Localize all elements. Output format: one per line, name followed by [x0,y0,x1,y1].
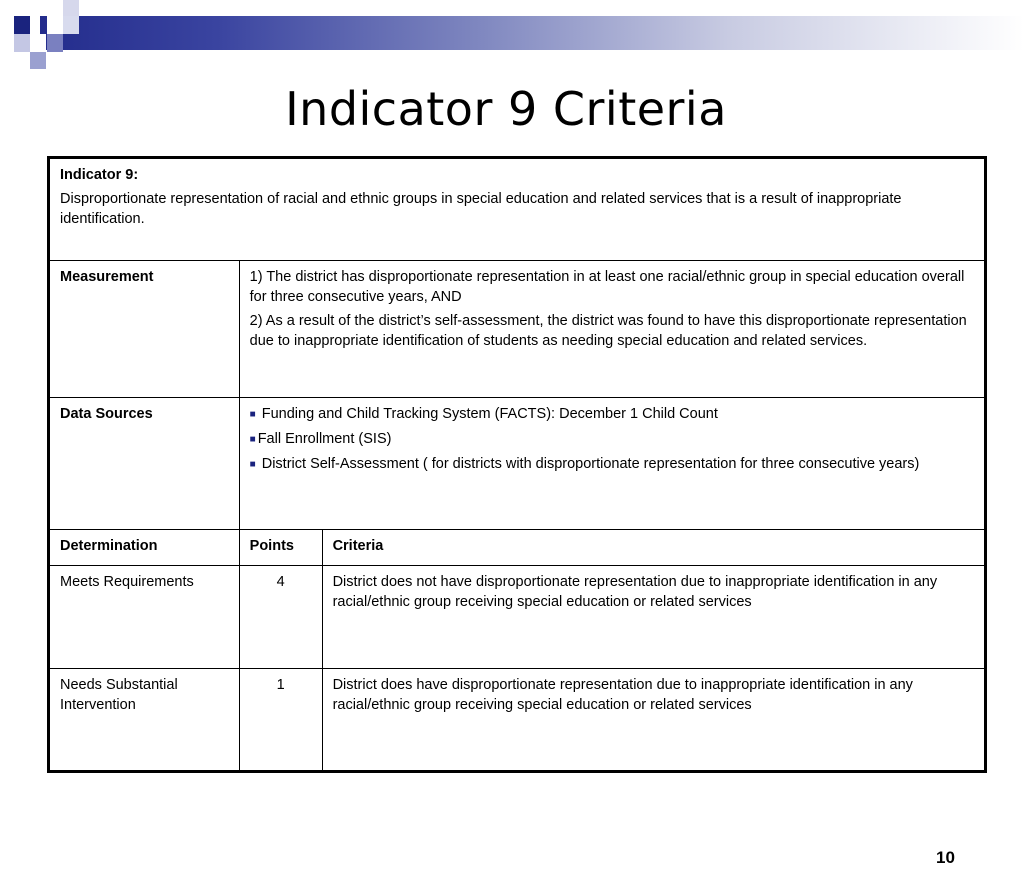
points-cell: 1 [239,669,322,772]
measurement-cell [239,261,985,398]
bullet-square-icon: ■ [249,409,256,420]
slide-title: Indicator 9 Criteria [285,82,727,136]
header-gradient-bar [40,16,1024,50]
determination-header-row [49,530,986,566]
measurement-row [49,261,986,398]
bullet-square-icon: ■ [249,434,256,445]
determination-cell: Meets Requirements [49,566,240,669]
decorative-square [63,16,79,34]
data-source-item: ■ Funding and Child Tracking System (FACTS): December 1 Child Count [249,406,718,422]
column-header-criteria: Criteria [322,530,985,566]
decorative-square [30,52,46,69]
data-sources-cell [239,398,985,530]
data-sources-label: Data Sources [49,398,240,530]
points-cell: 4 [239,566,322,669]
decorative-square [47,16,63,34]
indicator-label: Indicator 9: [60,167,139,183]
data-source-item: ■ District Self-Assessment ( for districts with disproportionate representation for three consecutive years) [249,456,920,472]
decorative-square [30,34,46,52]
decorative-square [63,0,79,16]
indicator-cell [49,158,986,261]
table-row [49,566,986,669]
page-number: 10 [936,848,955,867]
measurement-item-2: 2) As a result of the district’s self-assessment, the district was found to have this disproportionate representation due to inappropriate identification of students as needing special education and related services. [249,313,967,349]
decorative-square [47,34,63,52]
table-row [49,669,986,772]
decorative-square [14,16,30,34]
column-header-points: Points [239,530,322,566]
indicator-row [49,158,986,261]
indicator-description: Disproportionate representation of racial and ethnic groups in special education and related services that is a result of inappropriate identification. [60,191,902,227]
criteria-table [47,156,987,773]
criteria-cell: District does not have disproportionate representation due to inappropriate identification in any racial/ethnic group receiving special education or related services [322,566,985,669]
column-header-determination: Determination [49,530,240,566]
measurement-item-1: 1) The district has disproportionate representation in at least one racial/ethnic group in special education overall for three consecutive years, AND [249,269,965,305]
criteria-cell: District does have disproportionate representation due to inappropriate identification in any racial/ethnic group receiving special education or related services [322,669,985,772]
bullet-square-icon: ■ [249,459,256,470]
data-sources-row [49,398,986,530]
decorative-square [14,34,30,52]
determination-cell: Needs Substantial Intervention [49,669,240,772]
measurement-label: Measurement [49,261,240,398]
data-source-item: ■ Fall Enrollment (SIS) [249,431,392,447]
